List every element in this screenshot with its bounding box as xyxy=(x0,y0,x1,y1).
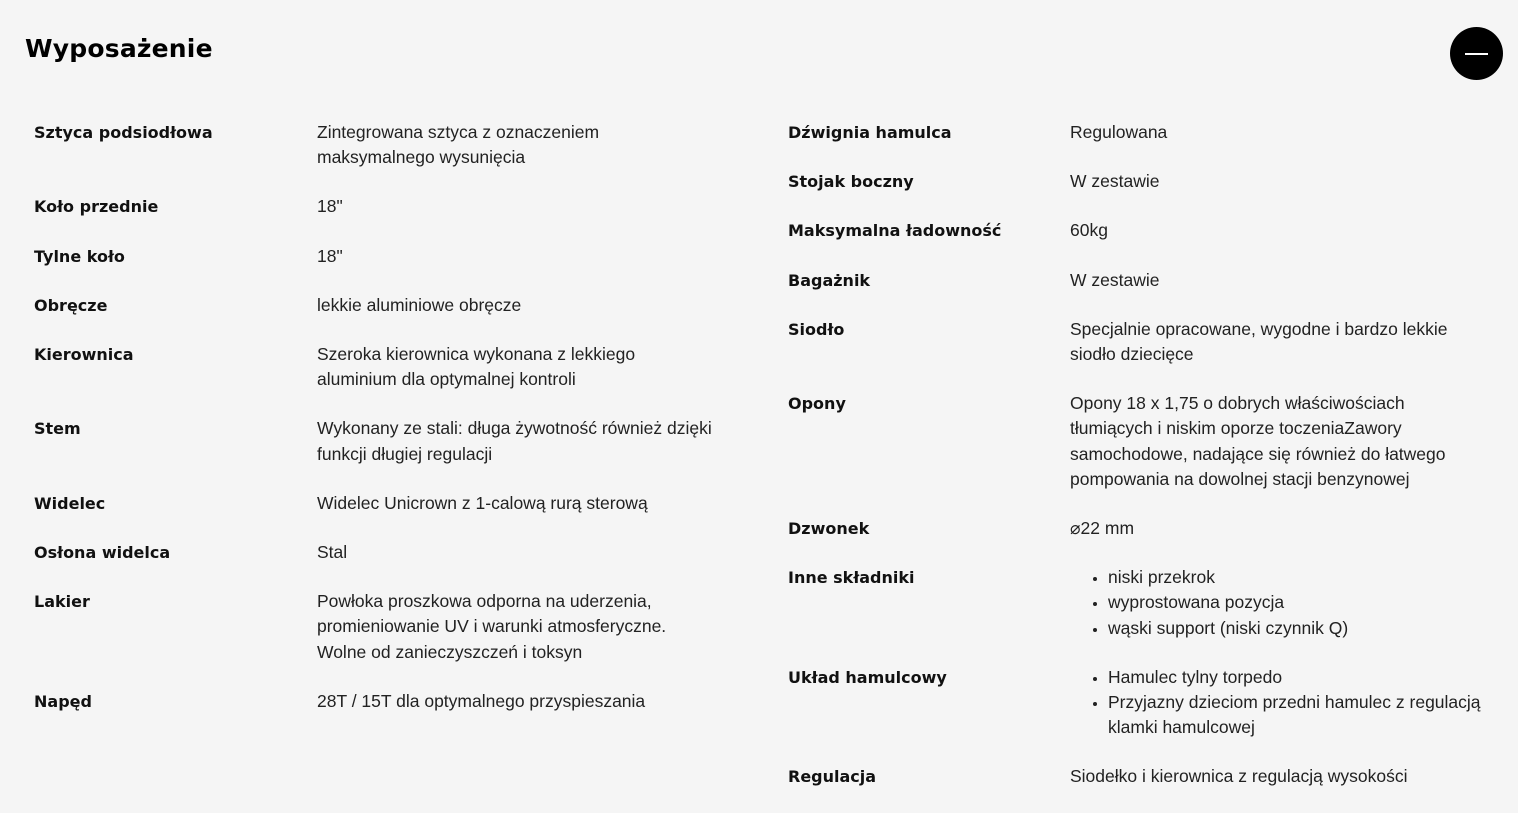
spec-row xyxy=(788,218,1498,243)
spec-label: Widelec xyxy=(34,493,106,513)
spec-value: 18" xyxy=(317,245,343,266)
spec-column-left xyxy=(34,120,734,738)
spec-row xyxy=(788,120,1498,145)
spec-row xyxy=(34,120,734,170)
list-item: • wyprostowana pozycja xyxy=(1108,590,1490,615)
spec-value-list xyxy=(1070,565,1490,641)
spec-row xyxy=(34,342,734,392)
list-item: • wąski support (niski czynnik Q) xyxy=(1108,616,1490,641)
spec-value: Stal xyxy=(317,542,348,563)
spec-label: Koło przednie xyxy=(34,197,159,217)
spec-label: Lakier xyxy=(34,592,90,612)
spec-row xyxy=(788,764,1498,789)
spec-label: Dzwonek xyxy=(788,519,870,539)
spec-label: Obręcze xyxy=(34,295,108,315)
spec-value: Siodełko i kierownica z regulacją wysokości xyxy=(1070,766,1408,787)
spec-label: Stojak boczny xyxy=(788,172,914,192)
spec-row xyxy=(34,540,734,565)
spec-value: Opony 18 x 1,75 o dobrych właściwościach tłumiących i niskim oporze toczeniaZawory samochodowe, nadające się również do łatwego pompowania na dowolnej stacji benzynowej xyxy=(1070,393,1446,489)
spec-value: Powłoka proszkowa odporna na uderzenia, promieniowanie UV i warunki atmosferyczne. Wolne od zanieczyszczeń i toksyn xyxy=(317,591,667,662)
spec-row xyxy=(34,416,734,466)
spec-row xyxy=(34,491,734,516)
spec-label: Inne składniki xyxy=(788,568,915,588)
spec-row xyxy=(788,665,1498,741)
spec-row xyxy=(788,317,1498,367)
spec-value: Wykonany ze stali: długa żywotność również dzięki funkcji długiej regulacji xyxy=(317,418,712,464)
spec-label: Bagażnik xyxy=(788,270,871,290)
section-title: Wyposażenie xyxy=(25,34,213,63)
spec-label: Napęd xyxy=(34,691,92,711)
spec-value: 60kg xyxy=(1070,220,1108,241)
minus-icon xyxy=(1465,53,1488,55)
spec-value: W zestawie xyxy=(1070,171,1160,192)
spec-label: Sztyca podsiodłowa xyxy=(34,123,213,142)
spec-value: lekkie aluminiowe obręcze xyxy=(317,294,522,315)
spec-label: Maksymalna ładowność xyxy=(788,221,1002,241)
spec-value: 18" xyxy=(317,196,343,217)
spec-column-right xyxy=(788,120,1498,813)
spec-value: Szeroka kierownica wykonana z lekkiego aluminium dla optymalnej kontroli xyxy=(317,344,636,390)
spec-label: Kierownica xyxy=(34,345,134,365)
list-item: • Hamulec tylny torpedo xyxy=(1108,665,1490,690)
spec-value: Widelec Unicrown z 1-calową rurą sterową xyxy=(317,492,648,513)
spec-value: W zestawie xyxy=(1070,269,1160,290)
spec-row xyxy=(34,293,734,318)
list-item: • Przyjazny dzieciom przedni hamulec z regulacją klamki hamulcowej xyxy=(1108,690,1490,740)
spec-row xyxy=(34,194,734,219)
spec-label: Dźwignia hamulca xyxy=(788,123,952,142)
spec-row xyxy=(788,169,1498,194)
spec-label: Regulacja xyxy=(788,767,877,787)
spec-row xyxy=(788,516,1498,541)
spec-value-list xyxy=(1070,665,1490,741)
spec-row xyxy=(34,244,734,269)
spec-label: Osłona widelca xyxy=(34,543,171,563)
spec-label: Tylne koło xyxy=(34,246,125,266)
spec-label: Układ hamulcowy xyxy=(788,667,947,687)
spec-label: Siodło xyxy=(788,319,845,339)
spec-label: Opony xyxy=(788,394,846,414)
bullet-list xyxy=(1070,565,1490,641)
spec-label: Stem xyxy=(34,419,81,439)
list-item: • niski przekrok xyxy=(1108,565,1490,590)
bullet-list xyxy=(1070,665,1490,741)
spec-row xyxy=(34,689,734,714)
collapse-button[interactable] xyxy=(1450,27,1503,80)
spec-row xyxy=(788,565,1498,641)
spec-row xyxy=(788,268,1498,293)
spec-row xyxy=(788,391,1498,492)
spec-value: Specjalnie opracowane, wygodne i bardzo lekkie siodło dziecięce xyxy=(1070,318,1448,365)
spec-value: Zintegrowana sztyca z oznaczeniem maksymalnego wysunięcia xyxy=(317,122,600,168)
spec-value: Regulowana xyxy=(1070,122,1168,142)
spec-row xyxy=(34,589,734,665)
spec-value: ⌀22 mm xyxy=(1070,518,1135,539)
spec-value: 28T / 15T dla optymalnego przyspieszania xyxy=(317,690,646,711)
